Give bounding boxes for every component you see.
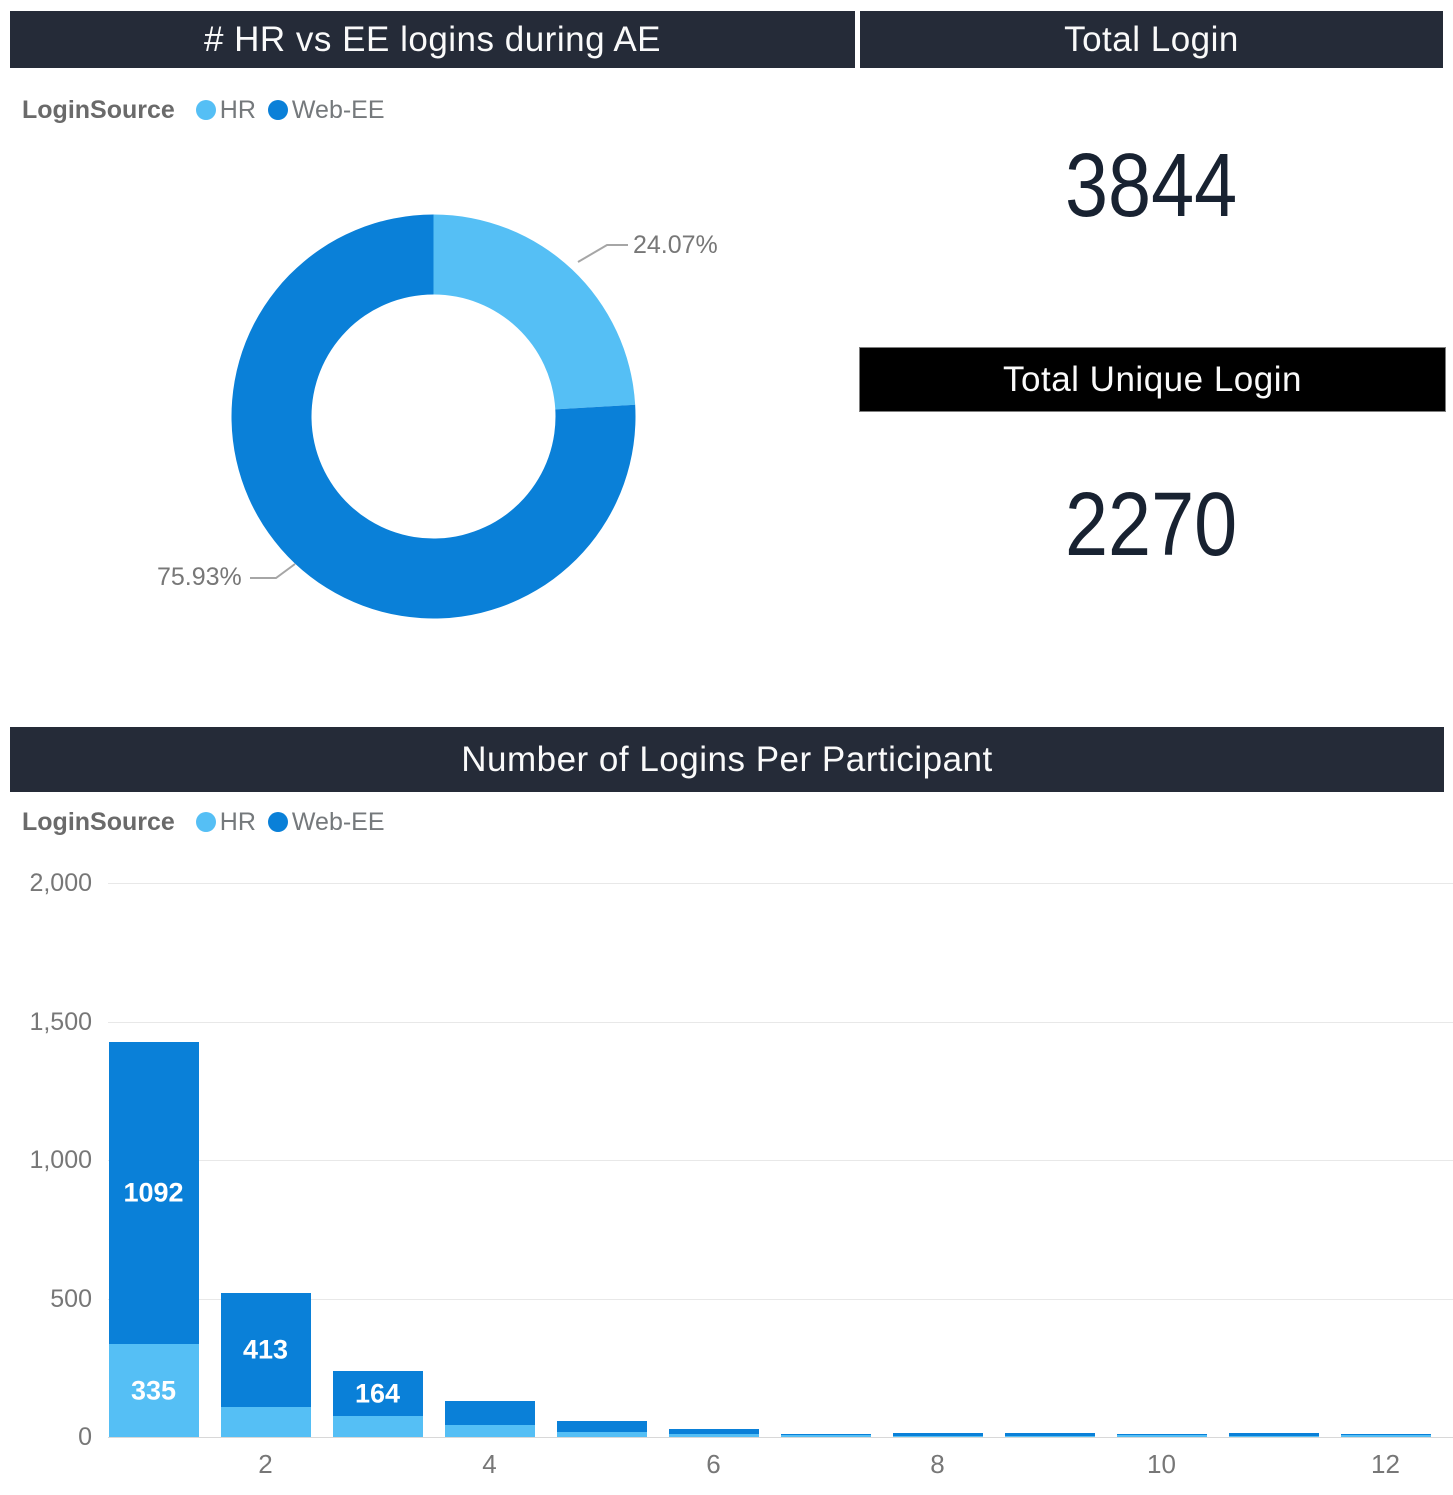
bar-segment-hr-x3[interactable] [333,1416,423,1437]
donut-callout-hr: 24.07% [633,231,718,259]
donut-legend [22,94,397,126]
legend-item-hr[interactable] [196,808,256,837]
bar-segment-web-ee-x11[interactable] [1229,1433,1319,1436]
bar-legend [22,806,397,838]
gridline [108,1437,1453,1438]
stacked-bar-chart [0,860,1453,1495]
total-login-card-title: Total Login [860,11,1443,68]
donut-callout-web-ee: 75.93% [157,563,242,591]
bar-data-label: 1092 [123,1177,184,1208]
legend-item-label: HR [219,807,256,836]
bar-segment-web-ee-x6[interactable] [669,1429,759,1434]
bar-segment-web-ee-x1[interactable] [109,1042,199,1344]
bar-segment-hr-x5[interactable] [557,1432,647,1437]
bar-segment-web-ee-x4[interactable] [445,1401,535,1425]
legend-item-hr[interactable] [196,96,256,125]
bar-segment-web-ee-x3[interactable] [333,1371,423,1416]
donut-slice-hr[interactable] [434,215,636,410]
bar-segment-hr-x10[interactable] [1117,1435,1207,1437]
x-axis-tick: 2 [258,1449,273,1479]
bar-segment-web-ee-x7[interactable] [781,1434,871,1435]
bar-data-label: 164 [354,1378,401,1408]
x-axis-tick: 8 [930,1449,945,1479]
x-axis-tick: 10 [1147,1449,1176,1479]
bar-segment-web-ee-x8[interactable] [893,1433,983,1437]
gridline [108,1022,1453,1023]
bar-segment-web-ee-x5[interactable] [557,1421,647,1432]
bar-segment-hr-x2[interactable] [221,1407,311,1437]
hr-legend-dot-icon [196,812,216,832]
bar-segment-hr-x6[interactable] [669,1434,759,1437]
bar-segment-web-ee-x12[interactable] [1341,1434,1431,1435]
bar-segment-hr-x11[interactable] [1229,1436,1319,1437]
y-axis-tick: 1,000 [29,1146,92,1174]
bar-panel-title: Number of Logins Per Participant [10,727,1444,792]
x-axis-tick: 6 [706,1449,721,1479]
bar-segment-web-ee-x2[interactable] [221,1293,311,1407]
y-axis-tick: 1,500 [29,1007,92,1036]
hr-legend-dot-icon [196,100,216,120]
y-axis-tick: 2,000 [29,869,92,897]
bar-segment-hr-x4[interactable] [445,1425,535,1437]
legend-title: LoginSource [22,95,175,124]
y-axis-tick: 500 [50,1284,92,1313]
web-ee-legend-dot-icon [268,812,288,832]
web-ee-legend-dot-icon [268,100,288,120]
callout-leader-line [250,564,295,578]
legend-item-web-ee[interactable] [268,96,385,125]
y-axis-tick: 0 [78,1423,92,1451]
bar-segment-hr-x9[interactable] [1005,1436,1095,1437]
bar-segment-web-ee-x9[interactable] [1005,1433,1095,1436]
bar-segment-hr-x1[interactable] [109,1344,199,1437]
bar-data-label: 335 [130,1375,177,1406]
bar-data-label: 413 [242,1334,289,1365]
bar-segment-hr-x8[interactable] [893,1436,983,1437]
bar-segment-hr-x7[interactable] [781,1435,871,1437]
legend-item-label: Web-EE [291,807,385,836]
legend-item-label: Web-EE [291,95,385,124]
bar-segment-web-ee-x10[interactable] [1117,1434,1207,1435]
legend-title: LoginSource [22,807,175,836]
x-axis-tick: 12 [1371,1449,1400,1479]
bar-segment-hr-x12[interactable] [1341,1435,1431,1437]
x-axis-tick: 4 [482,1449,497,1479]
gridline [108,883,1453,884]
legend-item-web-ee[interactable] [268,808,385,837]
legend-item-label: HR [219,95,256,124]
total-unique-login-card-title: Total Unique Login [859,347,1446,412]
total-unique-login-value: 2270 [1065,475,1238,575]
total-login-value: 3844 [1065,136,1238,236]
gridline [108,1160,1453,1161]
donut-panel-title: # HR vs EE logins during AE [10,11,855,68]
callout-leader-line [578,245,628,262]
